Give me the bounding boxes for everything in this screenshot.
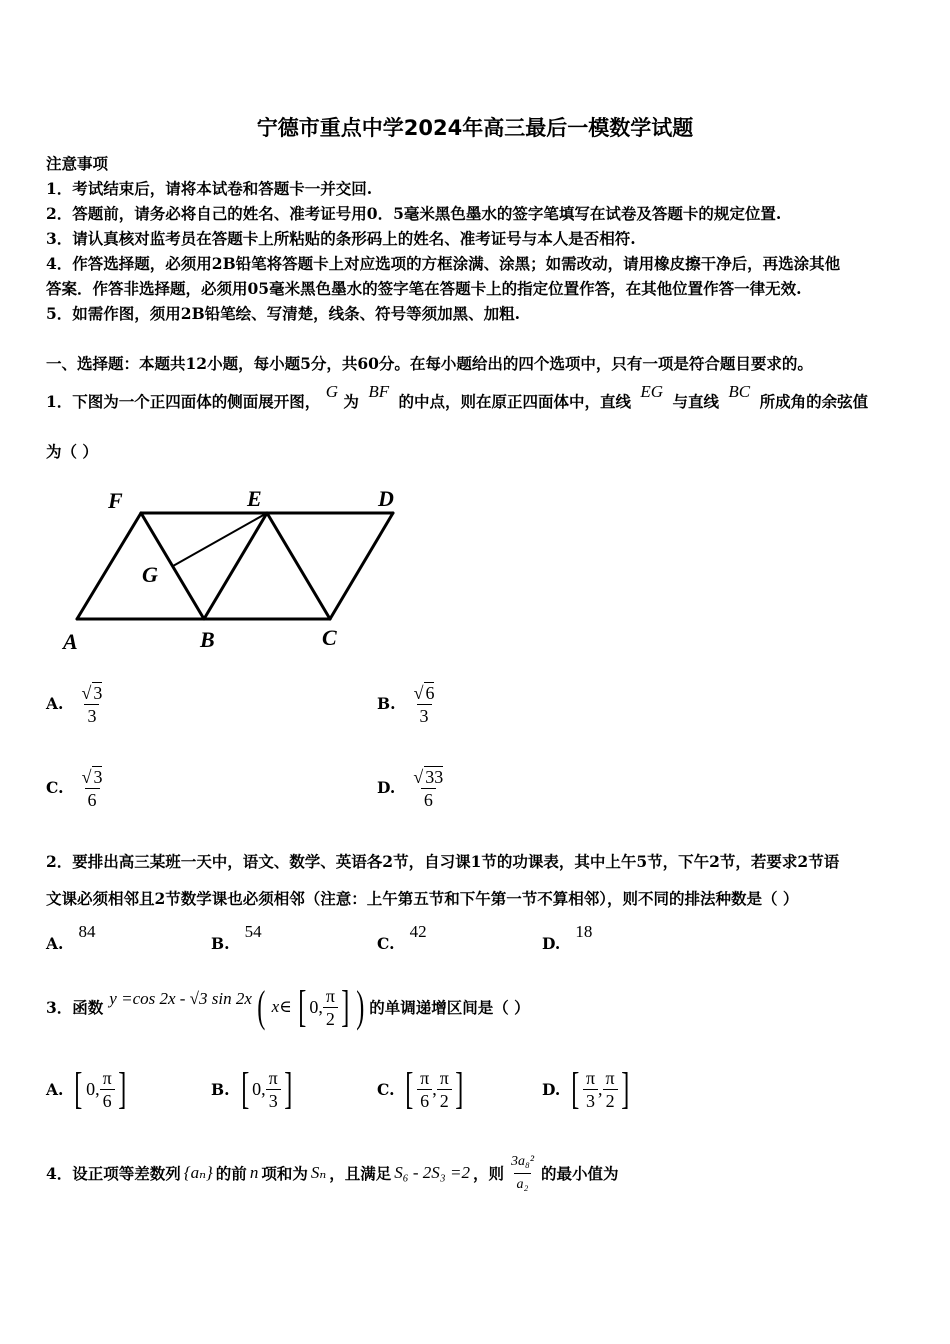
- q2-stem-line1: 2．要排出高三某班一天中，语文、数学、英语各2节，自习课1节的功课表，其中上午5节，下午2节，若要求2节语: [46, 852, 840, 871]
- line-AF: [77, 513, 141, 619]
- notice-item: 1．考试结束后，请将本试卷和答题卡一并交回.: [46, 179, 373, 198]
- notice-item: 5．如需作图，须用2B铅笔绘、写清楚，线条、符号等须加黑、加粗.: [46, 304, 521, 323]
- q1-option-c[interactable]: C. $\frac{√ 3}{6}$: [46, 767, 103, 810]
- line-BE: [204, 513, 267, 619]
- q1-stem: 1．下图为一个正四面体的侧面展开图， G 为 BF 的中点，则在原正四面体中，直线 EG 与直线 BC 所成角的余弦值: [46, 382, 869, 411]
- q1-option-b[interactable]: B. $\frac{√ 6}{3}$: [377, 683, 435, 726]
- label-B: B: [200, 627, 215, 652]
- q3-option-c[interactable]: C. [ $\frac{\pi}{6}$ , $\frac{\pi}{2}$ ]: [377, 1064, 464, 1113]
- q3-option-b[interactable]: B. [ 0, $\frac{\pi}{3}$ ]: [211, 1064, 293, 1113]
- q2-stem-line2: 文课必须相邻且2节数学课也必须相邻（注意：上午第五节和下午第一节不算相邻），则不同的排法种数是（ ）: [46, 889, 799, 908]
- label-G: G: [142, 562, 158, 587]
- line-EC: [267, 513, 330, 619]
- label-F: F: [108, 488, 123, 513]
- q4-stem: 4．设正项等差数列 {aₙ} 的前 n 项和为 Sₙ ，且满足 S₆ - 2S₃ =2 ，则 $\frac{\text{3a₈²}}{\text{a₂}}$ 的最小值为: [46, 1148, 619, 1198]
- label-A: A: [63, 629, 78, 654]
- notice-item: 4．作答选择题，必须用2B铅笔将答题卡上对应选项的方框涂满、涂黑；如需改动，请用橡皮擦干净后，再选涂其他: [46, 254, 841, 273]
- line-CD: [330, 513, 393, 619]
- tetrahedron-net-figure: [60, 482, 420, 657]
- notice-heading: 注意事项: [46, 154, 109, 173]
- q3-option-a[interactable]: A. [ 0, $\frac{\pi}{6}$ ]: [46, 1064, 127, 1113]
- q2-option-b[interactable]: B. 54: [211, 922, 262, 953]
- page-title: 宁德市重点中学2024年高三最后一模数学试题: [256, 116, 694, 140]
- label-E: E: [247, 486, 262, 511]
- q3-option-d[interactable]: D. [ $\frac{\pi}{3}$ , $\frac{\pi}{2}$ ]: [542, 1064, 629, 1113]
- q2-option-d[interactable]: D. 18: [542, 922, 593, 953]
- q1-stem-end: 为（ ）: [46, 442, 98, 461]
- notice-item: 3．请认真核对监考员在答题卡上所粘贴的条形码上的姓名、准考证号与本人是否相符.: [46, 229, 636, 248]
- label-C: C: [322, 625, 337, 650]
- q3-stem: 3．函数 y =cos 2x - √3 sin 2x ( x∈ [ 0, $\frac{\pi}{2}$ ] ) 的单调递增区间是（ ）: [46, 982, 530, 1031]
- q1-option-a[interactable]: A. $\frac{√ 3}{3}$: [46, 683, 103, 726]
- q2-option-a[interactable]: A. 84: [46, 922, 96, 953]
- label-D: D: [378, 486, 394, 511]
- q2-option-c[interactable]: C. 42: [377, 922, 427, 953]
- section-heading: 一、选择题：本题共12小题，每小题5分，共60分。在每小题给出的四个选项中，只有一项是符合题目要求的。: [46, 354, 813, 373]
- notice-item: 答案．作答非选择题，必须用05毫米黑色墨水的签字笔在答题卡上的指定位置作答，在其他位置作答一律无效.: [46, 279, 802, 298]
- notice-item: 2．答题前，请务必将自己的姓名、准考证号用0．5毫米黑色墨水的签字笔填写在试卷及答题卡的规定位置.: [46, 204, 782, 223]
- figure-lines: [77, 513, 393, 619]
- q1-option-d[interactable]: D. $\frac{√ 33}{6}$: [377, 767, 444, 810]
